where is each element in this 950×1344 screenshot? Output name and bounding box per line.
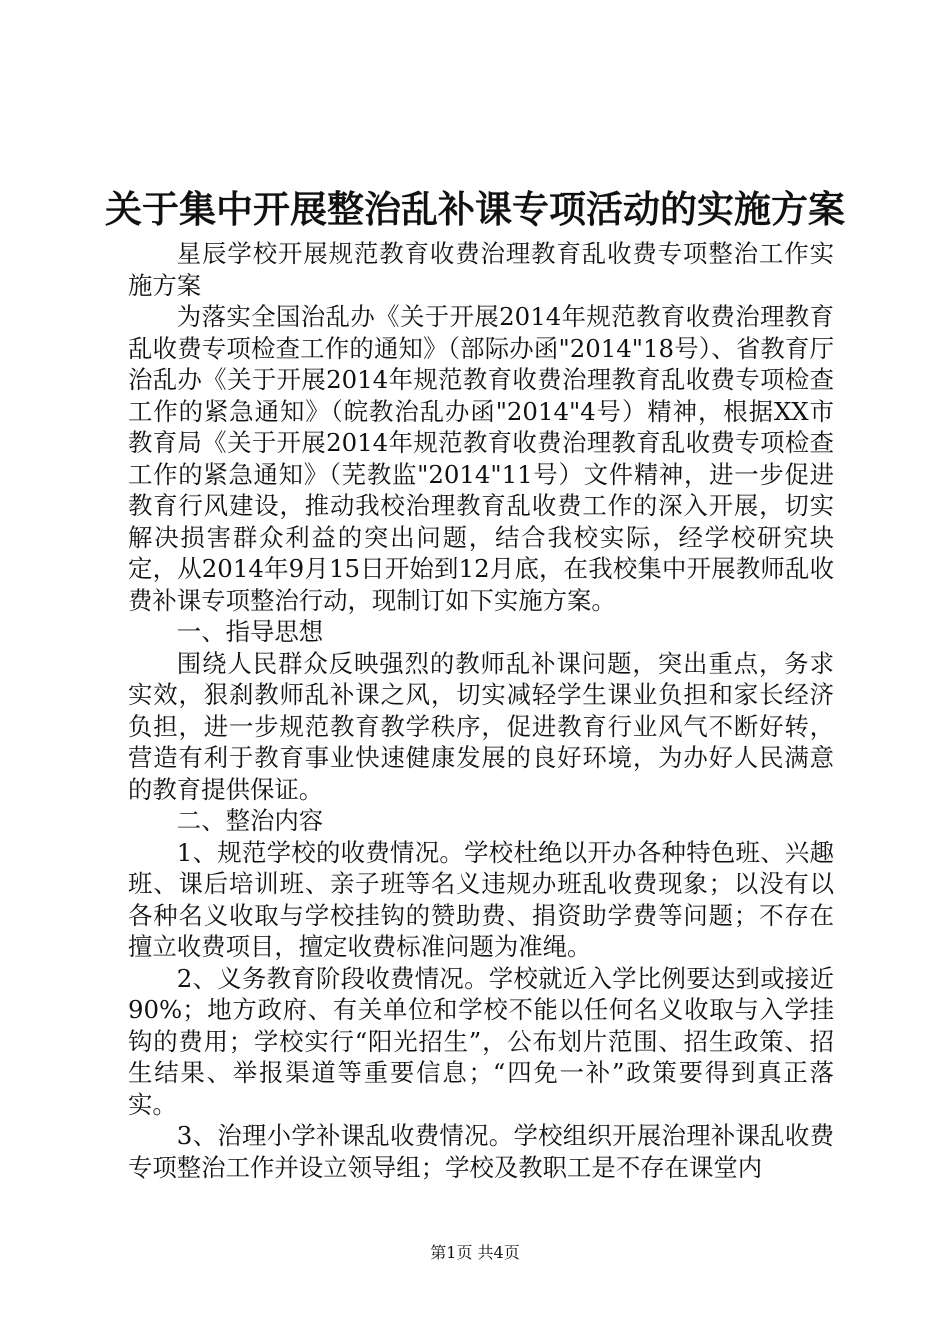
guiding-ideology-paragraph: 围绕人民群众反映强烈的教师乱补课问题，突出重点，务求实效，狠刹教师乱补课之风，切实减轻学生课业负担和家长经济负担，进一步规范教育教学秩序，促进教育行业风气不断好转，营造有利于教育事业快速健康发展的良好环境，为办好人民满意的教育提供保证。: [128, 648, 834, 804]
section-heading-guiding-ideology: 一、指导思想: [176, 617, 324, 646]
document-title: 关于集中开展整治乱补课专项活动的实施方案: [105, 187, 845, 231]
subtitle-paragraph: 星辰学校开展规范教育收费治理教育乱收费专项整治工作实施方案: [128, 239, 834, 300]
section-heading-rectification-content: 二、整治内容: [176, 806, 324, 835]
page-number-footer: 第1页 共4页: [430, 1243, 520, 1262]
content-item-3-paragraph: 3、治理小学补课乱收费情况。学校组织开展治理补课乱收费专项整治工作并设立领导组；学校及教职工是不存在课堂内: [128, 1121, 834, 1182]
intro-paragraph: 为落实全国治乱办《关于开展2014年规范教育收费治理教育乱收费专项检查工作的通知》（部际办函"2014"18号）、省教育厅治乱办《关于开展2014年规范教育收费治理教育乱收费专项检查工作的紧急通知》（皖教治乱办函"2014"4号）精神，根据XX市教育局《关于开展2014年规范教育收费治理教育乱收费专项检查工作的紧急通知》（芜教监"2014"11号）文件精神，进一步促进教育行风建设，推动我校治理教育乱收费工作的深入开展，切实解决损害群众利益的突出问题，结合我校实际，经学校研究块定，从2014年9月15日开始到12月底，在我校集中开展教师乱收费补课专项整治行动，现制订如下实施方案。: [128, 302, 834, 615]
content-item-1-paragraph: 1、规范学校的收费情况。学校杜绝以开办各种特色班、兴趣班、课后培训班、亲子班等名义违规办班乱收费现象；以没有以各种名义收取与学校挂钩的赞助费、捐资助学费等问题；不存在擅立收费项目，擅定收费标准问题为准绳。: [128, 837, 834, 961]
document-body: [128, 238, 834, 1183]
content-item-2-paragraph: 2、义务教育阶段收费情况。学校就近入学比例要达到或接近90%；地方政府、有关单位和学校不能以任何名义收取与入学挂钩的费用；学校实行“阳光招生”，公布划片范围、招生政策、招生结果、举报渠道等重要信息；“四免一补”政策要得到真正落实。: [128, 963, 834, 1119]
